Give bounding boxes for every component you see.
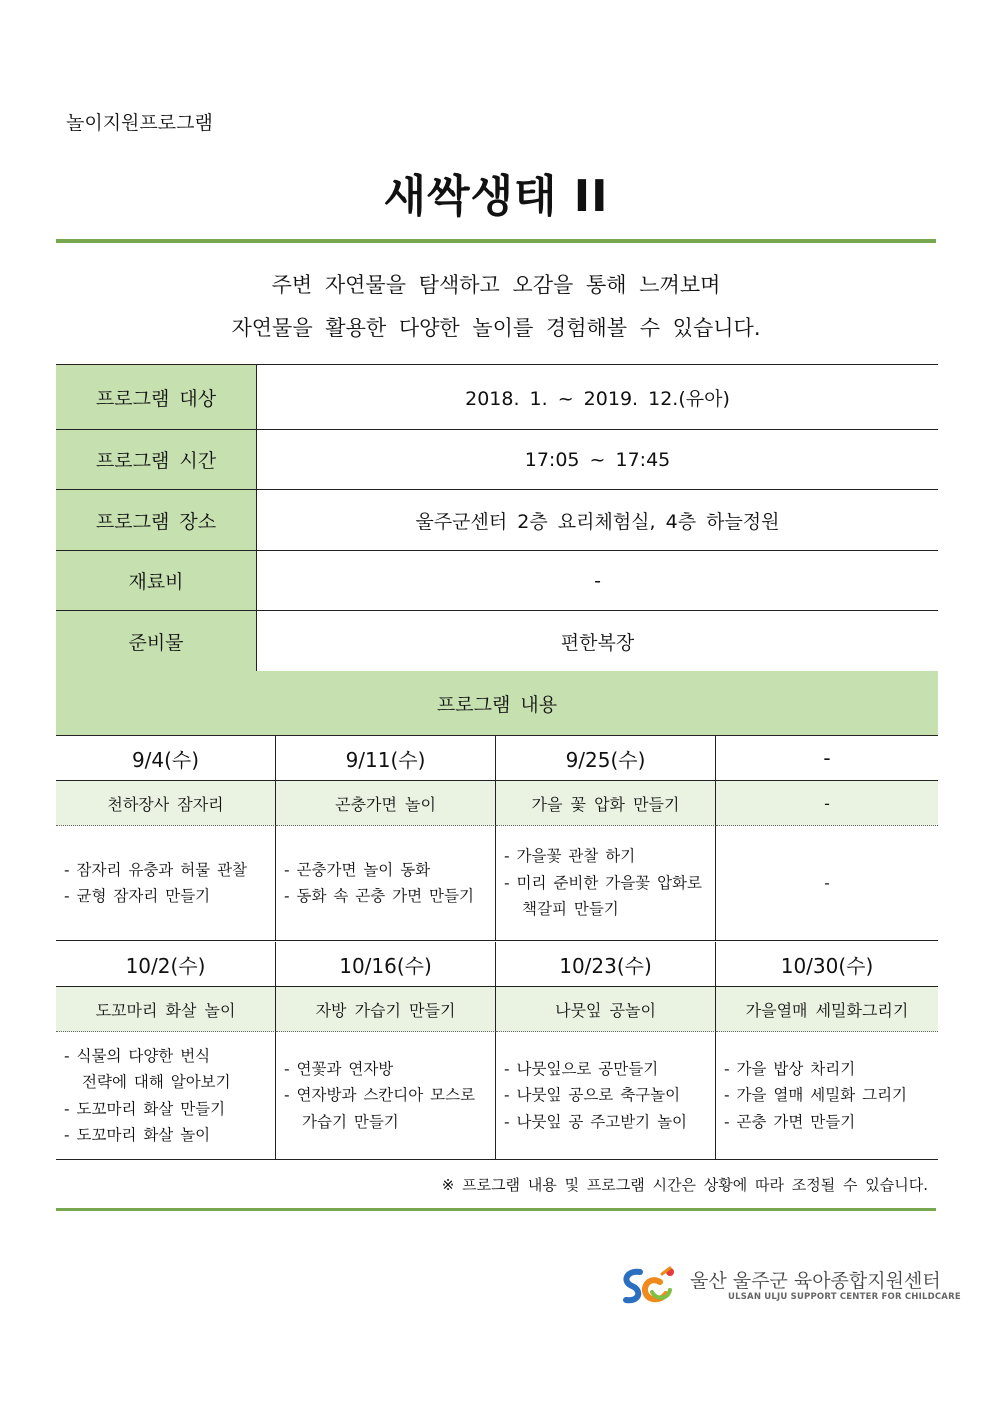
info-value: 17:05 ~ 17:45 [524, 448, 671, 471]
schedule-september [56, 736, 938, 941]
program-category: 놀이지원프로그램 [66, 112, 213, 134]
info-label: 프로그램 대상 [56, 365, 257, 429]
detail-item: - 미리 준비한 가을꽃 압화로 [504, 873, 703, 892]
activity-details [496, 1032, 716, 1160]
activity-details [276, 1032, 496, 1160]
detail-item: - 가을꽃 관찰 하기 [504, 847, 636, 866]
detail-item: - 균형 잠자리 만들기 [64, 887, 211, 905]
detail-item-continued: 가습기 만들기 [302, 1112, 399, 1131]
schedule-october [56, 942, 938, 1160]
schedule-note: ※ 프로그램 내용 및 프로그램 시간은 상황에 따라 조정될 수 있습니다. [441, 1176, 928, 1194]
activity-details [496, 826, 716, 941]
activity-name-row [56, 987, 938, 1032]
date-row [56, 736, 938, 781]
session-date: 10/23(수) [496, 942, 716, 987]
detail-item: - 잠자리 유충과 허물 관찰 [64, 860, 248, 879]
info-label: 프로그램 장소 [56, 490, 257, 550]
top-divider [56, 239, 936, 243]
detail-item: - 연꽃과 연자방 [284, 1059, 394, 1078]
info-value: 울주군센터 2층 요리체험실, 4층 하늘정원 [415, 510, 780, 533]
detail-item: - 가을 밥상 차리기 [724, 1059, 856, 1078]
activity-details [716, 826, 938, 941]
date-row [56, 942, 938, 987]
session-date: 10/16(수) [276, 942, 496, 987]
activity-details [716, 1032, 938, 1160]
detail-item-continued: 책갈피 만들기 [522, 900, 619, 919]
detail-item: - 곤충 가면 만들기 [724, 1112, 856, 1131]
description-line-2: 자연물을 활용한 다양한 놀이를 경험해볼 수 있습니다. [231, 316, 761, 340]
detail-item: - 도꼬마리 화살 만들기 [64, 1099, 226, 1118]
activity-name: 가을 꽃 압화 만들기 [496, 781, 716, 826]
center-name-korean: 울산 울주군 육아종합지원센터 [690, 1270, 941, 1292]
activity-name: 자방 가습기 만들기 [276, 987, 496, 1032]
detail-item: - 나뭇잎으로 공만들기 [504, 1059, 659, 1078]
info-label: 재료비 [56, 551, 257, 610]
session-date: 10/2(수) [56, 942, 276, 987]
detail-item: - 나뭇잎 공 주고받기 놀이 [504, 1112, 688, 1131]
bottom-divider [56, 1208, 936, 1211]
activity-detail-row [56, 826, 938, 941]
detail-item: - 곤충가면 놀이 동화 [284, 860, 431, 879]
session-date: - [716, 736, 938, 781]
info-value: - [594, 569, 601, 592]
info-row-supplies [56, 611, 938, 672]
info-label: 준비물 [56, 611, 257, 671]
detail-item: - 나뭇잎 공으로 축구놀이 [504, 1086, 681, 1105]
session-date: 9/11(수) [276, 736, 496, 781]
detail-item: - 연자방과 스칸디아 모스로 [284, 1086, 476, 1105]
activity-details [56, 1032, 276, 1160]
content-heading: 프로그램 내용 [56, 671, 938, 736]
activity-name-row [56, 781, 938, 826]
activity-name: 도꼬마리 화살 놀이 [56, 987, 276, 1032]
info-value: 편한복장 [560, 631, 635, 654]
center-logo [618, 1264, 961, 1310]
info-row-place [56, 490, 938, 551]
detail-item-continued: 전략에 대해 알아보기 [82, 1073, 231, 1091]
session-date: 9/25(수) [496, 736, 716, 781]
detail-item: - 동화 속 곤충 가면 만들기 [284, 887, 474, 905]
activity-name: 가을열매 세밀화그리기 [716, 987, 938, 1032]
activity-name: 천하장사 잠자리 [56, 781, 276, 826]
activity-details [276, 826, 496, 941]
activity-name: 나뭇잎 공놀이 [496, 987, 716, 1032]
page-title: 새싹생태 II [383, 171, 609, 222]
activity-name: 곤충가면 놀이 [276, 781, 496, 826]
info-row-time [56, 430, 938, 490]
detail-item: - 도꼬마리 화살 놀이 [64, 1126, 211, 1144]
activity-detail-row [56, 1032, 938, 1160]
info-row-fee [56, 551, 938, 611]
activity-name: - [716, 781, 938, 826]
center-name-english: ULSAN ULJU SUPPORT CENTER FOR CHILDCARE [728, 1292, 961, 1302]
detail-item: - 가을 열매 세밀화 그리기 [724, 1086, 908, 1105]
info-row-target [56, 365, 938, 430]
info-table [56, 364, 938, 672]
session-date: 9/4(수) [56, 736, 276, 781]
info-value: 2018. 1. ~ 2019. 12.(유아) [465, 387, 730, 410]
description-line-1: 주변 자연물을 탐색하고 오감을 통해 느껴보며 [271, 273, 721, 297]
detail-item: - 식물의 다양한 번식 [64, 1046, 211, 1065]
info-label: 프로그램 시간 [56, 430, 257, 489]
detail-item: - [824, 873, 830, 892]
activity-details [56, 826, 276, 941]
program-description [0, 264, 992, 350]
session-date: 10/30(수) [716, 942, 938, 987]
center-logo-icon [618, 1264, 678, 1310]
